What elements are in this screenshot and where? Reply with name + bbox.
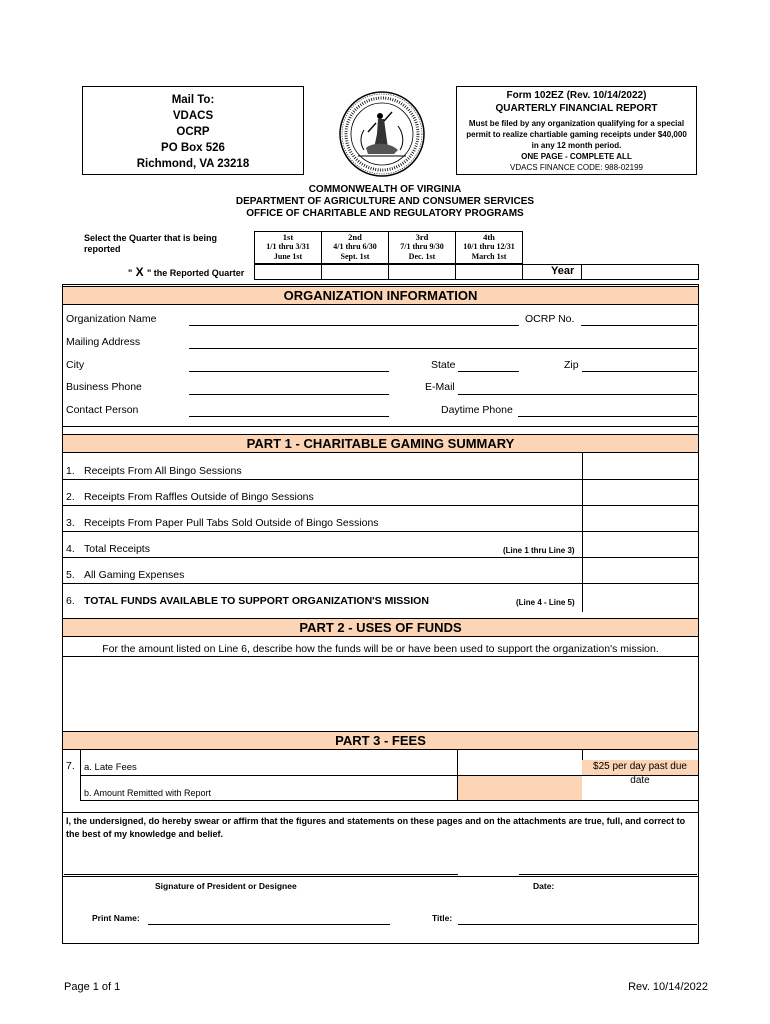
row-divider: [62, 812, 699, 813]
quarter-2nd-checkbox[interactable]: [321, 264, 389, 280]
section-divider: [62, 426, 699, 427]
quarter-3rd-checkbox[interactable]: [388, 264, 456, 280]
reported-quarter-label: " X " the Reported Quarter: [128, 265, 245, 279]
agency-header: [0, 184, 770, 220]
quarter-3rd-header: 3rd 7/1 thru 9/30 Dec. 1st: [388, 231, 456, 264]
business-phone-field[interactable]: [189, 394, 389, 395]
row-divider: [62, 479, 699, 480]
org-info-title: ORGANIZATION INFORMATION: [62, 286, 699, 305]
org-name-label: Organization Name: [66, 313, 157, 325]
line-6-note: (Line 4 - Line 5): [516, 598, 575, 607]
part3-title: PART 3 - FEES: [62, 731, 699, 750]
quarter-prompt: Select the Quarter that is being reported: [84, 233, 218, 254]
line-4-note: (Line 1 thru Line 3): [503, 546, 575, 555]
ocrp-no-label: OCRP No.: [525, 313, 575, 325]
uses-of-funds-textarea[interactable]: [64, 658, 697, 731]
virginia-seal-icon: [338, 90, 426, 178]
part2-title: PART 2 - USES OF FUNDS: [62, 618, 699, 637]
row-divider: [62, 531, 699, 532]
part1-line-2: 2. Receipts From Raffles Outside of Bingo Sessions: [66, 491, 314, 503]
part1-line-6: 6. TOTAL FUNDS AVAILABLE TO SUPPORT ORGANIZATION'S MISSION: [66, 595, 429, 607]
part2-description: For the amount listed on Line 6, describe how the funds will be or have been used to support the organization's mission.: [102, 643, 659, 655]
line-5-amount[interactable]: [584, 559, 698, 582]
print-name-label: Print Name:: [92, 913, 140, 923]
part1-line-4: 4. Total Receipts: [66, 543, 150, 555]
year-label: Year: [551, 265, 575, 277]
page-number: Page 1 of 1: [64, 981, 121, 993]
year-input[interactable]: [581, 264, 699, 280]
print-name-field[interactable]: [148, 924, 390, 925]
amount-column-divider: [582, 453, 583, 612]
line-1-amount[interactable]: [584, 455, 698, 478]
line-7-number: 7.: [66, 760, 75, 772]
email-label: E-Mail: [425, 381, 455, 393]
city-label: City: [66, 359, 85, 371]
late-fees-amount[interactable]: [458, 751, 582, 775]
mail-to-office: OCRP: [176, 126, 210, 138]
finance-code: VDACS FINANCE CODE: 988-02199: [510, 163, 643, 172]
one-page-note: ONE PAGE - COMPLETE ALL: [521, 152, 632, 161]
email-field[interactable]: [458, 394, 697, 395]
state-label: State: [431, 359, 456, 371]
title-field[interactable]: [458, 924, 697, 925]
mail-to-label: Mail To:: [171, 94, 215, 106]
row-divider: [80, 775, 699, 776]
date-field[interactable]: [519, 874, 697, 875]
quarter-2nd-header: 2nd 4/1 thru 6/30 Sept. 1st: [321, 231, 389, 264]
daytime-phone-label: Daytime Phone: [441, 404, 513, 416]
filing-note-1: Must be filed by any organization qualifying for a special: [468, 119, 685, 128]
part1-line-5: 5. All Gaming Expenses: [66, 569, 185, 581]
mailing-address-field[interactable]: [189, 348, 697, 349]
zip-label: Zip: [564, 359, 579, 371]
report-title: QUARTERLY FINANCIAL REPORT: [495, 103, 658, 114]
mail-to-po-box: PO Box 526: [161, 142, 225, 154]
city-field[interactable]: [189, 371, 389, 372]
mail-to-box: [82, 86, 304, 175]
line-2-amount[interactable]: [584, 481, 698, 504]
quarter-1st-header: 1st 1/1 thru 3/31 June 1st: [254, 231, 322, 264]
business-phone-label: Business Phone: [66, 381, 142, 393]
line-6-amount[interactable]: [584, 585, 698, 611]
form-frame: [62, 284, 699, 944]
row-divider: [62, 876, 699, 877]
late-fees-label: a. Late Fees: [84, 762, 137, 773]
part1-line-3: 3. Receipts From Paper Pull Tabs Sold Outside of Bingo Sessions: [66, 517, 379, 529]
header-line-3: OFFICE OF CHARITABLE AND REGULATORY PROGRAMS: [246, 208, 524, 219]
revision-date: Rev. 10/14/2022: [628, 981, 708, 993]
signature-label: Signature of President or Designee: [155, 881, 297, 891]
part1-title: PART 1 - CHARITABLE GAMING SUMMARY: [62, 434, 699, 453]
signature-field[interactable]: [64, 874, 458, 875]
ocrp-no-field[interactable]: [581, 325, 697, 326]
amount-remitted-label: b. Amount Remitted with Report: [84, 788, 212, 798]
filing-note-3: in any 12 month period.: [531, 141, 622, 150]
header-line-2: DEPARTMENT OF AGRICULTURE AND CONSUMER SERVICES: [235, 196, 535, 207]
mail-to-agency: VDACS: [172, 110, 214, 122]
part1-line-1: 1. Receipts From All Bingo Sessions: [66, 465, 242, 477]
certification-text: I, the undersigned, do hereby swear or affirm that the figures and statements on these pages and on the attachments are true, full, and correct to the best of my knowledge and belief.: [66, 816, 686, 839]
row-divider: [62, 505, 699, 506]
date-label: Date:: [533, 881, 555, 891]
line-3-amount[interactable]: [584, 507, 698, 530]
filing-note-2: permit to realize chartiable gaming receipts under $40,000: [466, 130, 687, 139]
line-4-amount[interactable]: [584, 533, 698, 556]
late-fee-note: $25 per day past due date: [582, 760, 698, 776]
contact-person-field[interactable]: [189, 416, 389, 417]
quarter-1st-checkbox[interactable]: [254, 264, 322, 280]
quarter-4th-checkbox[interactable]: [455, 264, 523, 280]
row-divider: [80, 800, 699, 801]
mail-to-city: Richmond, VA 23218: [136, 158, 250, 170]
row-divider: [62, 557, 699, 558]
quarter-4th-header: 4th 10/1 thru 12/31 March 1st: [455, 231, 523, 264]
header-line-1: COMMONWEALTH OF VIRGINIA: [308, 184, 462, 195]
row-divider: [62, 583, 699, 584]
title-label: Title:: [432, 913, 453, 923]
zip-field[interactable]: [582, 371, 697, 372]
form-number: Form 102EZ (Rev. 10/14/2022): [506, 90, 647, 101]
state-field[interactable]: [458, 371, 519, 372]
amount-remitted-field[interactable]: [458, 776, 582, 800]
contact-person-label: Contact Person: [66, 404, 139, 416]
form-info-box: [456, 86, 697, 175]
org-name-field[interactable]: [189, 325, 519, 326]
mailing-address-label: Mailing Address: [66, 336, 141, 348]
row-divider: [62, 656, 699, 657]
daytime-phone-field[interactable]: [518, 416, 697, 417]
